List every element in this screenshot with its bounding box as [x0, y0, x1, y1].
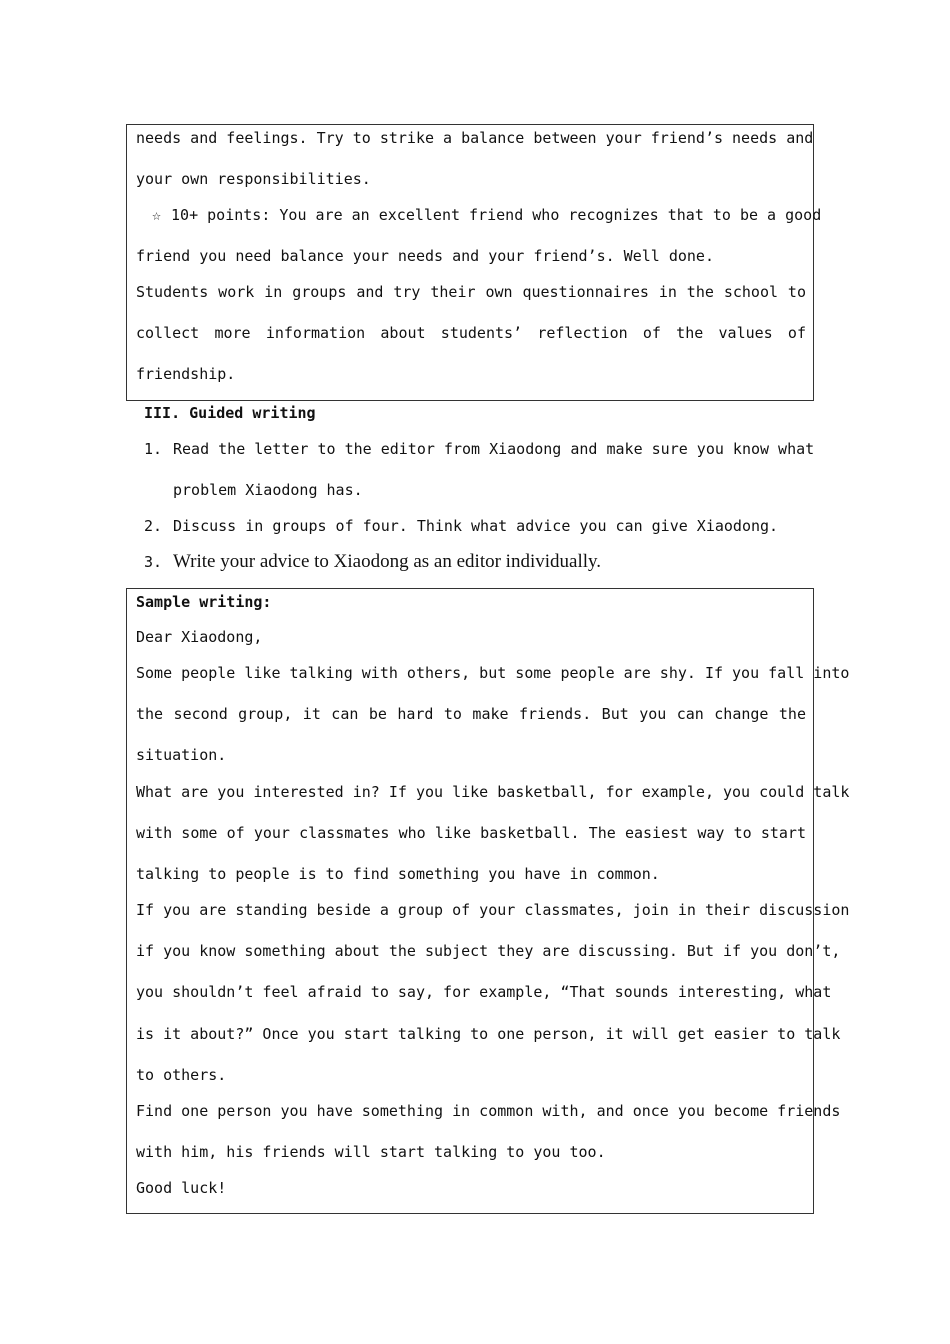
sample-line-9: if you know something about the subject they are discussing. But if you don’t,	[136, 942, 841, 960]
box1-line-2: your own responsibilities.	[136, 170, 371, 188]
section-heading: III. Guided writing	[144, 404, 316, 422]
star-icon: ☆	[152, 206, 162, 224]
sample-line-10: you shouldn’t feel afraid to say, for example, “That sounds interesting, what	[136, 983, 832, 1001]
item-1-line-2: problem Xiaodong has.	[173, 481, 363, 499]
sample-line-8: If you are standing beside a group of your classmates, join in their discussion	[136, 901, 850, 919]
box1-line-1: needs and feelings. Try to strike a balance between your friend’s needs and	[136, 129, 814, 147]
sample-line-6: with some of your classmates who like basketball. The easiest way to start	[136, 824, 806, 842]
item-1-number: 1.	[144, 440, 163, 458]
sample-line-4: situation.	[136, 746, 227, 764]
item-2-line-1: Discuss in groups of four. Think what advice you can give Xiaodong.	[173, 517, 779, 535]
box1-line-4: friend you need balance your needs and your friend’s. Well done.	[136, 247, 714, 265]
sample-line-15: Good luck!	[136, 1179, 227, 1197]
item-3-line-1: Write your advice to Xiaodong as an editor individually.	[173, 551, 602, 572]
box1-line-7: friendship.	[136, 365, 236, 383]
sample-line-1: Dear Xiaodong,	[136, 628, 263, 646]
box1-line-6: collect more information about students’ reflection of the values of	[136, 324, 806, 342]
item-1-line-1: Read the letter to the editor from Xiaodong and make sure you know what	[173, 440, 815, 458]
item-2-number: 2.	[144, 517, 163, 535]
sample-line-11: is it about?” Once you start talking to one person, it will get easier to talk	[136, 1025, 841, 1043]
sample-line-3: the second group, it can be hard to make friends. But you can change the	[136, 705, 806, 723]
sample-line-5: What are you interested in? If you like basketball, for example, you could talk	[136, 783, 850, 801]
item-3-number: 3.	[144, 553, 163, 571]
sample-title: Sample writing:	[136, 593, 272, 611]
sample-line-12: to others.	[136, 1066, 227, 1084]
box1-line-3-text: 10+ points: You are an excellent friend who recognizes that to be a good	[171, 206, 822, 224]
box1-line-3	[152, 205, 822, 225]
sample-line-14: with him, his friends will start talking to you too.	[136, 1143, 606, 1161]
box1-line-5: Students work in groups and try their own questionnaires in the school to	[136, 283, 806, 301]
sample-line-7: talking to people is to find something you have in common.	[136, 865, 660, 883]
sample-line-13: Find one person you have something in common with, and once you become friends	[136, 1102, 841, 1120]
sample-line-2: Some people like talking with others, but some people are shy. If you fall into	[136, 664, 850, 682]
